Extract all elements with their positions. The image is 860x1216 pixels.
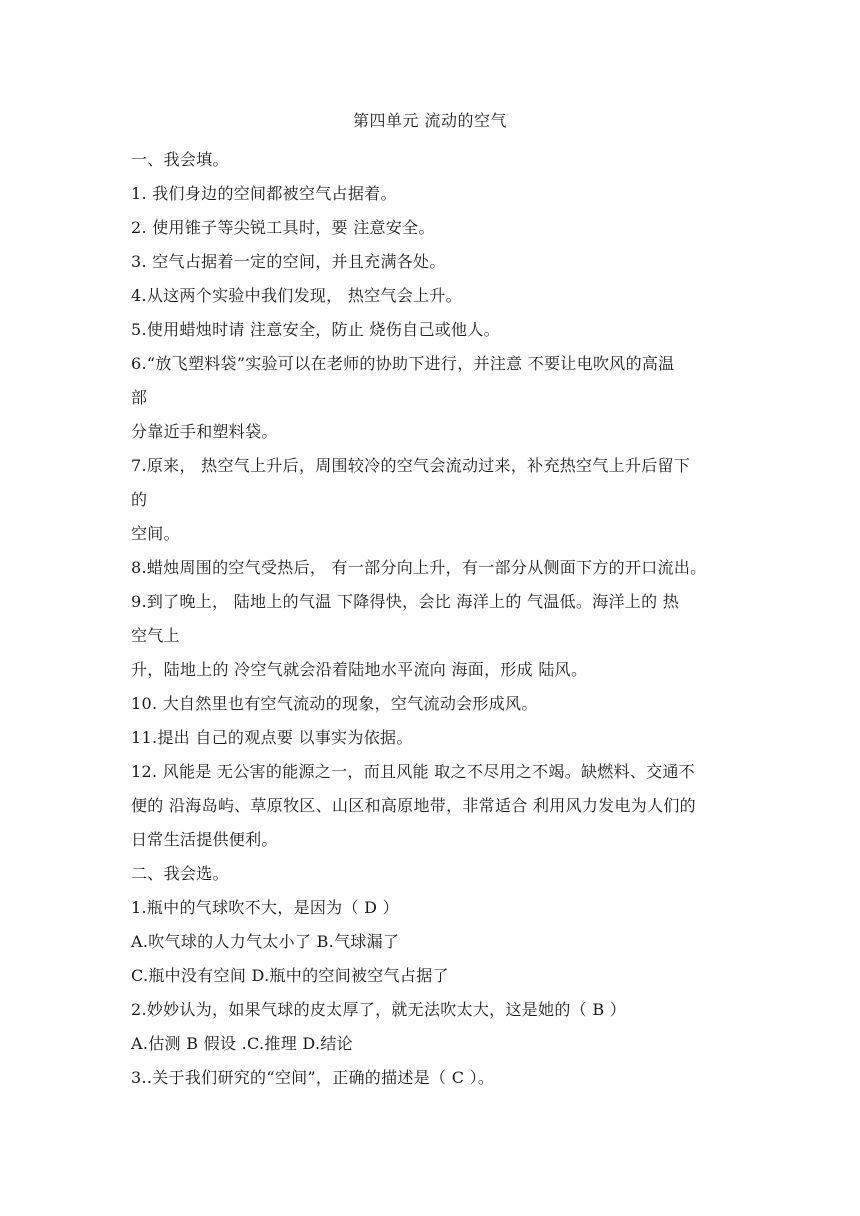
text-line: 1. 我们身边的空间都被空气占据着。 [131,184,397,203]
text-line: 5.使用蜡烛时请 注意安全，防止 烧伤自己或他人。 [131,320,500,339]
text-line: 2.妙妙认为，如果气球的皮太厚了，就无法吹太大，这是她的（ B ） [131,1000,627,1019]
text-line: 10. 大自然里也有空气流动的现象，空气流动会形成风。 [131,694,538,713]
document-body [131,143,731,1095]
text-line: 部 [131,388,148,407]
text-line: 7.原来， 热空气上升后，周围较冷的空气会流动过来，补充热空气上升后留下 [131,456,691,475]
text-line: 2. 使用锥子等尖锐工具时，要 注意安全。 [131,218,435,237]
text-line: 8.蜡烛周围的空气受热后， 有一部分向上升，有一部分从侧面下方的开口流出。 [131,558,707,577]
text-line: 空间。 [131,524,180,543]
section-heading-choice: 二、我会选。 [131,864,229,883]
text-line: 3. 空气占据着一定的空间，并且充满各处。 [131,252,446,271]
section-heading-fill: 一、我会填。 [131,150,229,169]
text-line: 的 [131,490,148,509]
text-line: C.瓶中没有空间 D.瓶中的空间被空气占据了 [131,966,449,985]
text-line: 便的 沿海岛屿、草原牧区、山区和高原地带，非常适合 利用风力发电为人们的 [131,796,696,815]
text-line: 分靠近手和塑料袋。 [131,422,278,441]
text-line: 1.瓶中的气球吹不大，是因为（ D ） [131,898,399,917]
text-line: 空气上 [131,626,180,645]
text-line: 9.到了晚上， 陆地上的气温 下降得快，会比 海洋上的 气温低。海洋上的 热 [131,592,680,611]
text-line: 11.提出 自己的观点要 以事实为依据。 [131,728,413,747]
text-line: A.估测 B 假设 .C.推理 D.结论 [131,1034,353,1053]
page-title: 第四单元 流动的空气 [352,111,508,130]
text-line: 6.“放飞塑料袋”实验可以在老师的协助下进行，并注意 不要让电吹风的高温 [131,354,675,373]
text-line: 12. 风能是 无公害的能源之一，而且风能 取之不尽用之不竭。缺燃料、交通不 [131,762,696,781]
text-line: 升，陆地上的 冷空气就会沿着陆地水平流向 海面，形成 陆风。 [131,660,588,679]
text-line: 3..关于我们研究的“空间”，正确的描述是（ C ）。 [131,1068,495,1087]
text-line: 日常生活提供便利。 [131,830,278,849]
text-line: A.吹气球的人力气太小了 B.气球漏了 [131,932,400,951]
text-line: 4.从这两个实验中我们发现， 热空气会上升。 [131,286,462,305]
